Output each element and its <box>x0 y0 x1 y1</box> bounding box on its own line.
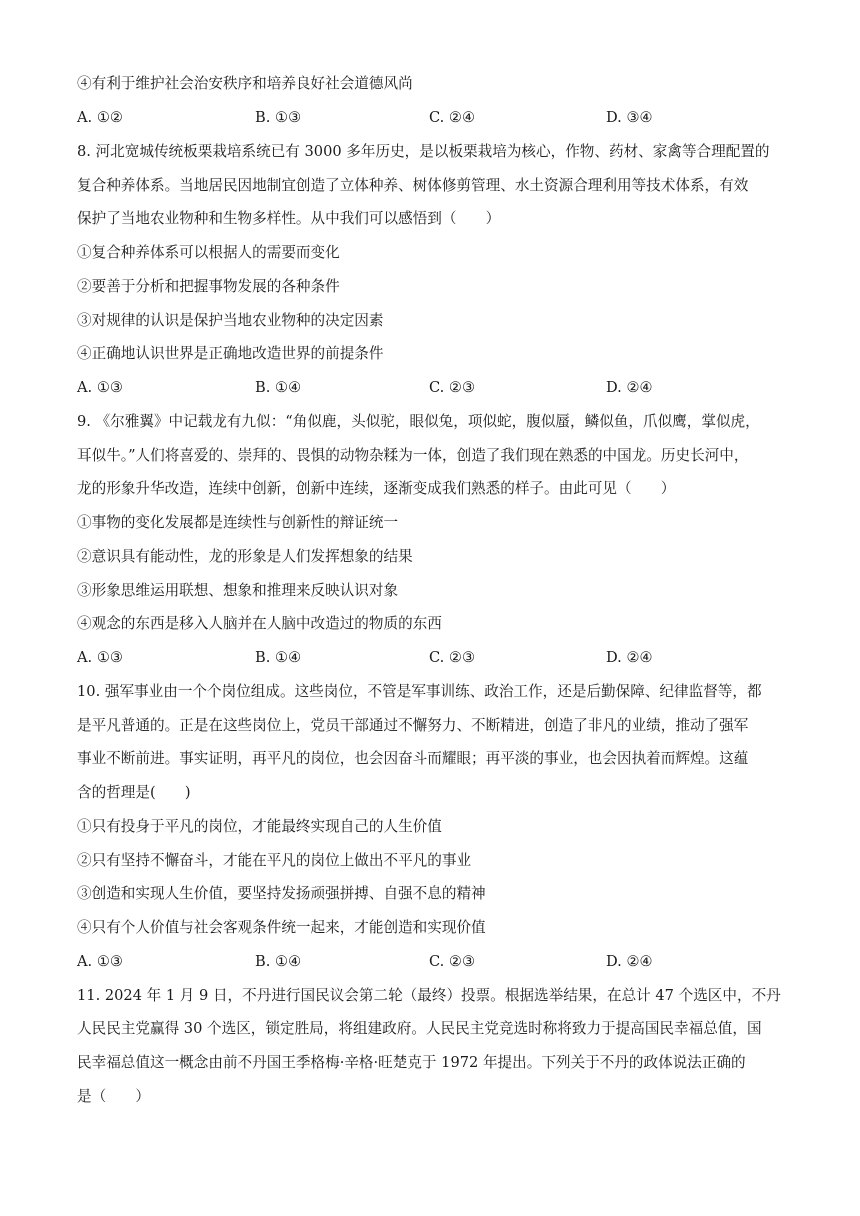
q8-option-b[interactable]: B. ①④ <box>255 379 302 396</box>
q8-option-a[interactable]: A. ①③ <box>77 379 123 396</box>
q9-stem-line-1: 9. 《尔雅翼》中记载龙有九似：“角似鹿，头似驼，眼似兔，项似蛇，腹似蜃，鳞似鱼，爪似鹰，掌似虎， <box>77 413 760 430</box>
q9-statement-3: ③形象思维运用联想、想象和推理来反映认识对象 <box>77 582 399 599</box>
q10-statement-1: ①只有投身于平凡的岗位，才能最终实现自己的人生价值 <box>77 818 442 835</box>
q10-statement-4: ④只有个人价值与社会客观条件统一起来，才能创造和实现价值 <box>77 919 486 936</box>
q10-statement-3: ③创造和实现人生价值，要坚持发扬顽强拼搏、自强不息的精神 <box>77 885 486 902</box>
q9-options <box>77 648 797 668</box>
q9-statement-4: ④观念的东西是移入人脑并在人脑中改造过的物质的东西 <box>77 615 442 632</box>
q8-options <box>77 378 797 398</box>
q7-option-c[interactable]: C. ②④ <box>429 109 476 126</box>
q8-statement-1: ①复合种养体系可以根据人的需要而变化 <box>77 244 340 261</box>
q9-stem-line-2: 耳似牛。”人们将喜爱的、崇拜的、畏惧的动物杂糅为一体，创造了我们现在熟悉的中国龙。历史长河中， <box>77 447 749 464</box>
q11-stem-line-1: 11. 2024 年 1 月 9 日，不丹进行国民议会第二轮（最终）投票。根据选举结果，在总计 47 个选区中，不丹 <box>77 987 781 1004</box>
q11-stem-line-3: 民幸福总值这一概念由前不丹国王季格梅·辛格·旺楚克于 1972 年提出。下列关于不丹的政体说法正确的 <box>77 1054 746 1071</box>
q9-option-b[interactable]: B. ①④ <box>255 649 302 666</box>
q8-statement-3: ③对规律的认识是保护当地农业物种的决定因素 <box>77 312 384 329</box>
q9-option-c[interactable]: C. ②③ <box>429 649 476 666</box>
q7-option-b[interactable]: B. ①③ <box>255 109 302 126</box>
q9-stem-line-3: 龙的形象升华改造，连续中创新，创新中连续，逐渐变成我们熟悉的样子。由此可见（ ） <box>77 480 676 497</box>
q10-option-a[interactable]: A. ①③ <box>77 953 123 970</box>
q8-stem-line-1: 8. 河北宽城传统板栗栽培系统已有 3000 多年历史，是以板栗栽培为核心，作物、药材、家禽等合理配置的 <box>77 143 770 160</box>
q7-options <box>77 108 797 128</box>
q11-stem-line-4: 是（ ） <box>77 1088 150 1105</box>
q11-stem-line-2: 人民民主党赢得 30 个选区，锁定胜局，将组建政府。人民民主党竞选时称将致力于提高国民幸福总值，国 <box>77 1020 762 1037</box>
q10-options <box>77 952 797 972</box>
q10-option-d[interactable]: D. ②④ <box>606 953 653 970</box>
q10-option-c[interactable]: C. ②③ <box>429 953 476 970</box>
q8-stem-line-2: 复合种养体系。当地居民因地制宜创造了立体种养、树体修剪管理、水土资源合理利用等技术体系，有效 <box>77 177 749 194</box>
q7-option-d[interactable]: D. ③④ <box>606 109 653 126</box>
q9-option-d[interactable]: D. ②④ <box>606 649 653 666</box>
q8-option-d[interactable]: D. ②④ <box>606 379 653 396</box>
q10-statement-2: ②只有坚持不懈奋斗，才能在平凡的岗位上做出不平凡的事业 <box>77 852 472 869</box>
q7-option-a[interactable]: A. ①② <box>77 109 123 126</box>
q10-stem-line-2: 是平凡普通的。正是在这些岗位上，党员干部通过不懈努力、不断精进，创造了非凡的业绩，推动了强军 <box>77 717 749 734</box>
q8-stem-line-3: 保护了当地农业物种和生物多样性。从中我们可以感悟到（ ） <box>77 210 501 227</box>
q10-stem-line-3: 事业不断前进。事实证明，再平凡的岗位，也会因奋斗而耀眼；再平淡的事业，也会因执着而辉煌。这蕴 <box>77 750 749 767</box>
q8-statement-2: ②要善于分析和把握事物发展的各种条件 <box>77 278 340 295</box>
q9-statement-1: ①事物的变化发展都是连续性与创新性的辩证统一 <box>77 514 399 531</box>
q8-option-c[interactable]: C. ②③ <box>429 379 476 396</box>
q10-stem-line-4: 含的哲理是( ) <box>77 784 191 801</box>
q10-option-b[interactable]: B. ①④ <box>255 953 302 970</box>
q8-statement-4: ④正确地认识世界是正确地改造世界的前提条件 <box>77 345 384 362</box>
q10-stem-line-1: 10. 强军事业由一个个岗位组成。这些岗位，不管是军事训练、政治工作，还是后勤保障、纪律监督等，都 <box>77 683 762 700</box>
q9-option-a[interactable]: A. ①③ <box>77 649 123 666</box>
q9-statement-2: ②意识具有能动性，龙的形象是人们发挥想象的结果 <box>77 548 413 565</box>
q7-statement-4: ④有利于维护社会治安秩序和培养良好社会道德风尚 <box>77 75 413 92</box>
